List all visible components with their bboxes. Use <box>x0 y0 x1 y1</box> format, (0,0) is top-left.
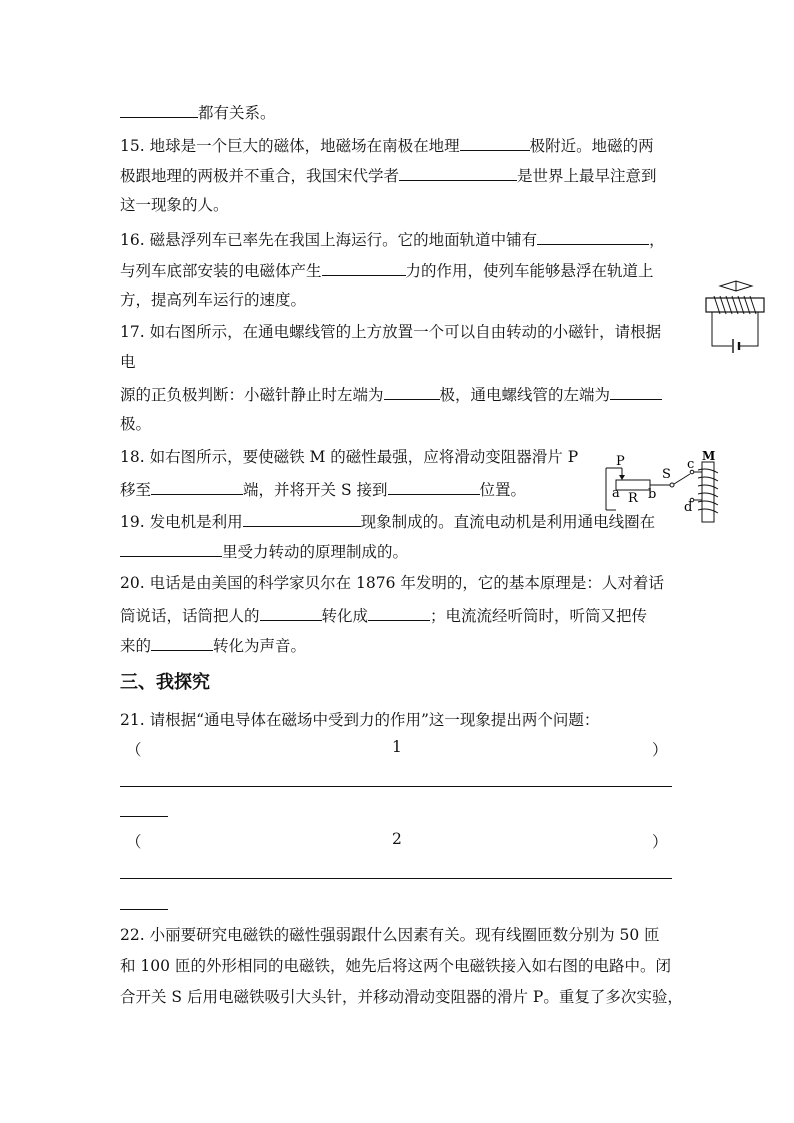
q20-line-3: 来的 转化为声音。 <box>120 634 306 656</box>
q19-line-2: 里受力转动的原理制成的。 <box>120 540 408 562</box>
q18-line-1: 18. 如右图所示，要使磁铁 M 的磁性最强，应将滑动变阻器滑片 P <box>120 448 579 466</box>
label-m: M <box>702 449 716 463</box>
answer-blank[interactable] <box>537 228 649 245</box>
answer-line[interactable] <box>120 878 672 879</box>
q19-line-1: 19. 发电机是利用 现象制成的。直流电动机是利用通电线圈在 <box>120 510 655 532</box>
label-p: P <box>616 454 625 469</box>
switch-blade[interactable] <box>674 474 690 484</box>
question-2-prompt: （ 2 ） <box>126 830 668 851</box>
answer-blank[interactable] <box>151 634 213 651</box>
q16-line-3: 方，提高列车运行的速度。 <box>120 291 307 309</box>
label-a: a <box>612 486 620 501</box>
q15-line-3: 这一现象的人。 <box>120 196 229 214</box>
answer-blank[interactable] <box>120 540 222 557</box>
answer-line[interactable] <box>120 786 672 787</box>
q18-line-2: 移至 端，并将开关 S 接到 位置。 <box>120 478 526 500</box>
label-c: c <box>687 457 695 472</box>
electromagnet-circuit-figure <box>598 448 728 526</box>
q17-line-2: 电 <box>120 353 136 371</box>
answer-blank[interactable] <box>460 134 530 151</box>
q17-line-3: 源的正负极判断：小磁针静止时左端为 极，通电螺线管的左端为 <box>120 383 662 405</box>
answer-blank[interactable] <box>120 101 198 118</box>
answer-blank[interactable] <box>243 510 361 527</box>
q16-line-2: 与列车底部安装的电磁体产生 力的作用，使列车能够悬浮在轨道上 <box>120 259 654 281</box>
electromagnet-core <box>702 462 714 522</box>
q17-line-4: 极。 <box>120 415 152 433</box>
label-d: d <box>684 500 693 515</box>
answer-line-tail[interactable] <box>120 816 168 817</box>
solenoid-coil <box>714 296 756 314</box>
q20-line-2: 筒说话，话筒把人的 转化成 ；电流流经听筒时，听筒又把传 <box>120 604 647 626</box>
q20-line-1: 20. 电话是由美国的科学家贝尔在 1876 年发明的，它的基本原理是：人对着话 <box>120 574 664 592</box>
q15-line-1: 15. 地球是一个巨大的磁体，地磁场在南极在地理 极附近。地磁的两 <box>120 134 654 156</box>
q22-line-2: 和 100 匝的外形相同的电磁铁，她先后将这两个电磁铁接入如右图的电路中。闭 <box>120 957 671 975</box>
answer-blank[interactable] <box>388 478 480 495</box>
section-heading: 三、我探究 <box>120 672 210 693</box>
q14-tail: 都有关系。 <box>120 101 276 123</box>
answer-blank[interactable] <box>384 383 440 400</box>
answer-blank[interactable] <box>399 164 517 181</box>
answer-blank[interactable] <box>260 604 322 621</box>
answer-blank[interactable] <box>368 604 430 621</box>
q21-line-1: 21. 请根据“通电导体在磁场中受到力的作用”这一现象提出两个问题： <box>120 711 600 729</box>
answer-blank[interactable] <box>151 478 243 495</box>
label-r: R <box>628 491 638 506</box>
answer-blank[interactable] <box>322 259 406 276</box>
electromagnet-coil <box>698 469 718 513</box>
answer-blank[interactable] <box>610 383 662 400</box>
q17-line-1: 17. 如右图所示，在通电螺线管的上方放置一个可以自由转动的小磁针，请根据 <box>120 323 662 341</box>
rheostat-resistor <box>616 480 650 490</box>
answer-line-tail[interactable] <box>120 909 168 910</box>
label-b: b <box>648 487 657 502</box>
q16-line-1: 16. 磁悬浮列车已率先在我国上海运行。它的地面轨道中铺有 ， <box>120 228 665 250</box>
q22-line-1: 22. 小丽要研究电磁铁的磁性强弱跟什么因素有关。现有线圈匝数分别为 50 匝 <box>120 926 660 944</box>
solenoid-compass-figure <box>700 278 772 354</box>
q15-line-2: 极跟地理的两极并不重合，我国宋代学者 是世界上最早注意到 <box>120 164 657 186</box>
q22-line-3: 合开关 S 后用电磁铁吸引大头针，并移动滑动变阻器的滑片 P。重复了多次实验， <box>120 988 683 1006</box>
label-s: S <box>662 467 671 482</box>
question-1-prompt: （ 1 ） <box>126 738 668 759</box>
switch-pivot[interactable] <box>670 483 674 487</box>
